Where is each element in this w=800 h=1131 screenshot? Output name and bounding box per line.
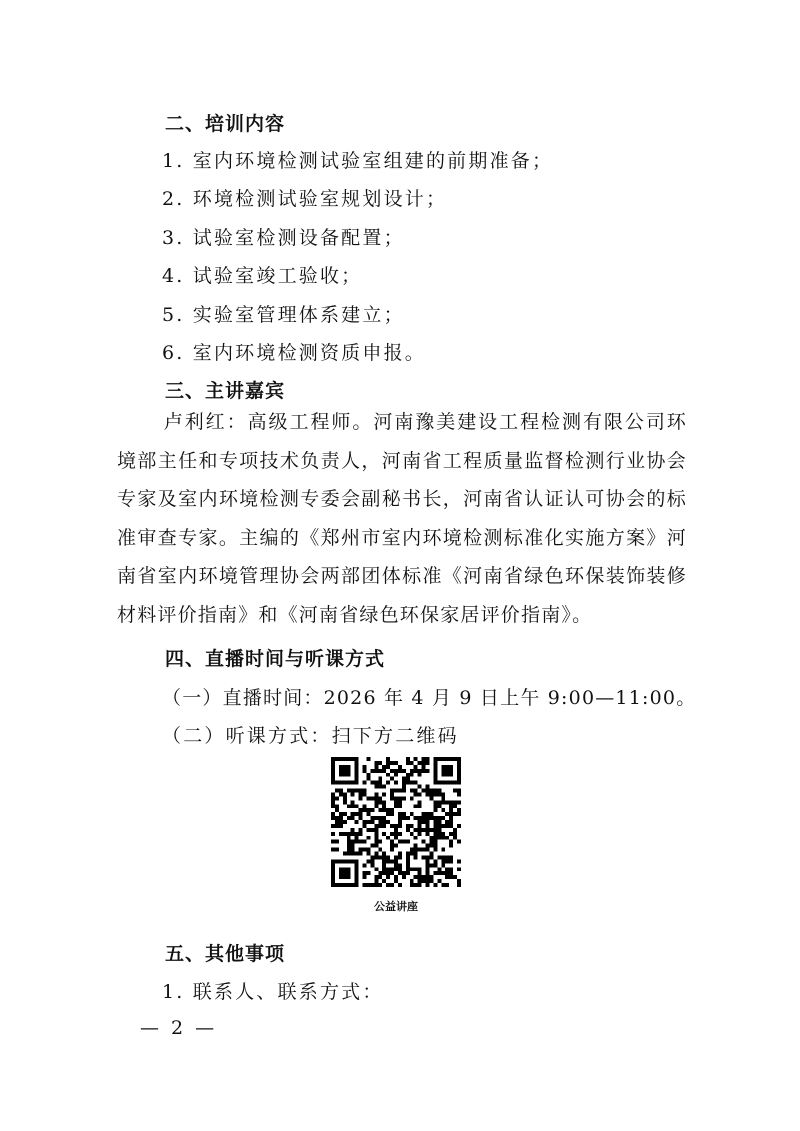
speaker-heading: 三、主讲嘉宾: [165, 380, 286, 402]
training-item: 1. 室内环境检测试验室组建的前期准备；: [162, 150, 554, 172]
speaker-bio-paragraph: [117, 403, 687, 634]
qr-code[interactable]: [331, 757, 461, 887]
other-item: 1. 联系人、联系方式：: [162, 981, 384, 1003]
qr-caption: 公益讲座: [374, 900, 418, 913]
other-heading: 五、其他事项: [165, 943, 286, 965]
training-item: 3. 试验室检测设备配置；: [162, 227, 405, 249]
training-heading: 二、培训内容: [165, 113, 286, 135]
training-item: 4. 试验室竣工验收；: [162, 265, 363, 287]
page-number: — 2 —: [140, 1017, 218, 1039]
speaker-bio: 卢利红：高级工程师。河南豫美建设工程检测有限公司环境部主任和专项技术负责人，河南省工程质量监督检测行业协会专家及室内环境检测专委会副秘书长，河南省认证认可协会的标准审查专家。主编的《郑州市室内环境检测标准化实施方案》河南省室内环境管理协会两部团体标准《河南省绿色环保装饰装修材料评价指南》和《河南省绿色环保家居评价指南》。: [117, 411, 687, 626]
training-item: 2. 环境检测试验室规划设计；: [162, 188, 448, 210]
broadcast-time: （一）直播时间：2026 年 4 月 9 日上午 9:00—11:00。: [162, 687, 697, 709]
training-item: 6. 室内环境检测资质申报。: [162, 342, 426, 364]
broadcast-heading: 四、直播时间与听课方式: [165, 648, 386, 670]
broadcast-method: （二）听课方式：扫下方二维码: [162, 725, 459, 747]
training-item: 5. 实验室管理体系建立；: [162, 304, 405, 326]
